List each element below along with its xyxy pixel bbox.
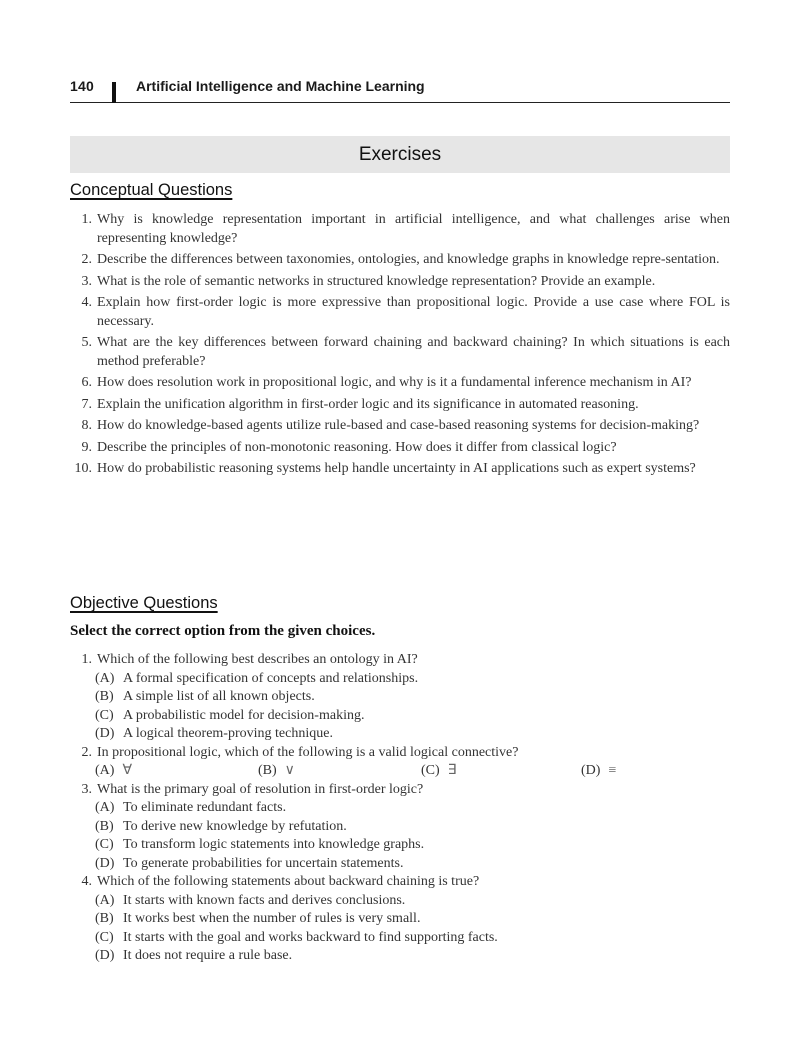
option-text: It works best when the number of rules is very small. bbox=[123, 911, 421, 926]
objective-question bbox=[70, 744, 730, 781]
answer-option bbox=[70, 929, 730, 948]
question-text: Why is knowledge representation important in artificial intelligence, and what challenges arise when representing knowledge? bbox=[97, 212, 730, 246]
option-text: To generate probabilities for uncertain statements. bbox=[123, 855, 404, 871]
objective-questions-heading: Objective Questions bbox=[70, 594, 218, 612]
header-divider-bar bbox=[112, 82, 116, 103]
question-number: 2. bbox=[81, 744, 92, 760]
option-text: A formal specification of concepts and relationships. bbox=[123, 670, 419, 686]
option-letter: (A) bbox=[95, 892, 115, 908]
objective-questions-list bbox=[70, 651, 730, 966]
option-letter: (C) bbox=[95, 929, 114, 945]
answer-option bbox=[581, 762, 616, 781]
question-text: How does resolution work in propositional logic, and why is it a fundamental inference mechanism in AI? bbox=[97, 375, 692, 390]
conceptual-questions-heading: Conceptual Questions bbox=[70, 181, 233, 199]
answer-option bbox=[70, 670, 730, 689]
question-number: 2. bbox=[81, 252, 92, 267]
option-text: To eliminate redundant facts. bbox=[123, 800, 287, 815]
option-letter: (C) bbox=[95, 707, 114, 723]
question-text: Explain how first-order logic is more expressive than propositional logic. Provide a use case where FOL is necessary. bbox=[97, 295, 730, 329]
running-header bbox=[70, 76, 730, 103]
answer-option bbox=[70, 947, 730, 966]
option-letter: (B) bbox=[95, 911, 114, 926]
objective-question bbox=[70, 873, 730, 966]
question-text: Describe the differences between taxonomies, ontologies, and knowledge graphs in knowledge repre-sentation. bbox=[97, 252, 720, 267]
option-text: A probabilistic model for decision-making. bbox=[123, 707, 365, 723]
question-number: 3. bbox=[81, 781, 92, 797]
question-stem: Which of the following statements about backward chaining is true? bbox=[97, 874, 480, 889]
question-text: Describe the principles of non-monotonic reasoning. How does it differ from classical logic? bbox=[97, 439, 617, 455]
answer-option bbox=[70, 799, 730, 818]
answer-option bbox=[70, 818, 730, 837]
conceptual-question bbox=[70, 417, 730, 436]
option-letter: (A) bbox=[95, 670, 115, 686]
option-letter: (D) bbox=[95, 726, 115, 741]
question-text: How do probabilistic reasoning systems help handle uncertainty in AI applications such as expert systems? bbox=[97, 461, 696, 476]
question-stem: Which of the following best describes an ontology in AI? bbox=[97, 652, 418, 667]
question-number: 10. bbox=[74, 461, 92, 476]
answer-option bbox=[70, 688, 730, 707]
exercises-title: Exercises bbox=[358, 144, 442, 165]
option-letter: (D) bbox=[95, 948, 115, 963]
question-stem: What is the primary goal of resolution in first-order logic? bbox=[97, 781, 424, 797]
option-text: A simple list of all known objects. bbox=[123, 689, 315, 704]
conceptual-question bbox=[70, 334, 730, 371]
objective-instruction: Select the correct option from the given choices. bbox=[70, 623, 376, 639]
conceptual-question bbox=[70, 374, 730, 393]
question-text: Explain the unification algorithm in first-order logic and its significance in automated reasoning. bbox=[97, 396, 639, 412]
answer-option bbox=[258, 762, 295, 781]
answer-option bbox=[70, 892, 730, 911]
question-text: What is the role of semantic networks in structured knowledge representation? Provide an example. bbox=[97, 273, 656, 289]
answer-option bbox=[95, 762, 132, 781]
option-text: To derive new knowledge by refutation. bbox=[123, 818, 347, 834]
question-number: 3. bbox=[81, 273, 92, 289]
exists-symbol: ∃ bbox=[447, 763, 457, 778]
conceptual-question bbox=[70, 439, 730, 458]
for-all-symbol: ∀ bbox=[122, 763, 133, 778]
objective-question bbox=[70, 651, 730, 744]
answer-option bbox=[70, 725, 730, 744]
inline-options-row bbox=[70, 762, 730, 781]
conceptual-question bbox=[70, 211, 730, 248]
answer-option bbox=[421, 762, 457, 781]
option-letter: (B) bbox=[258, 763, 277, 778]
question-number: 4. bbox=[81, 874, 92, 889]
option-text: A logical theorem-proving technique. bbox=[123, 726, 333, 741]
question-number: 9. bbox=[81, 439, 92, 455]
option-letter: (B) bbox=[95, 689, 114, 704]
question-text: How do knowledge-based agents utilize rule-based and case-based reasoning systems for decision-making? bbox=[97, 418, 700, 433]
conceptual-question bbox=[70, 273, 730, 292]
objective-question bbox=[70, 781, 730, 874]
page-number: 140 bbox=[70, 78, 94, 94]
option-letter: (C) bbox=[95, 837, 114, 852]
exercises-title-band bbox=[70, 136, 730, 173]
question-number: 1. bbox=[81, 212, 92, 227]
option-text: To transform logic statements into knowledge graphs. bbox=[123, 837, 425, 852]
option-letter: (A) bbox=[95, 800, 115, 815]
conceptual-question bbox=[70, 251, 730, 270]
conceptual-question bbox=[70, 294, 730, 331]
question-number: 8. bbox=[81, 418, 92, 433]
answer-option bbox=[70, 855, 730, 874]
option-letter: (D) bbox=[95, 855, 115, 871]
logical-or-symbol: ∨ bbox=[284, 763, 295, 778]
book-title: Artificial Intelligence and Machine Learning bbox=[136, 78, 425, 94]
conceptual-question bbox=[70, 396, 730, 415]
question-number: 4. bbox=[81, 295, 92, 310]
answer-option bbox=[70, 707, 730, 726]
conceptual-questions-list bbox=[70, 211, 730, 482]
question-number: 6. bbox=[81, 375, 92, 390]
question-number: 7. bbox=[81, 396, 92, 412]
question-number: 1. bbox=[81, 652, 92, 667]
option-letter: (C) bbox=[421, 763, 440, 778]
option-text: It starts with the goal and works backward to find supporting facts. bbox=[123, 929, 498, 945]
question-number: 5. bbox=[81, 335, 92, 350]
equivalence-symbol: ≡ bbox=[608, 763, 617, 778]
option-text: It does not require a rule base. bbox=[123, 948, 293, 963]
question-text: What are the key differences between forward chaining and backward chaining? In which situations is each method preferable? bbox=[97, 335, 730, 369]
option-letter: (A) bbox=[95, 763, 115, 778]
answer-option bbox=[70, 836, 730, 855]
option-text: It starts with known facts and derives conclusions. bbox=[123, 892, 406, 908]
question-stem: In propositional logic, which of the following is a valid logical connective? bbox=[97, 744, 519, 760]
option-letter: (B) bbox=[95, 818, 114, 834]
answer-option bbox=[70, 910, 730, 929]
conceptual-question bbox=[70, 460, 730, 479]
option-letter: (D) bbox=[581, 763, 601, 778]
